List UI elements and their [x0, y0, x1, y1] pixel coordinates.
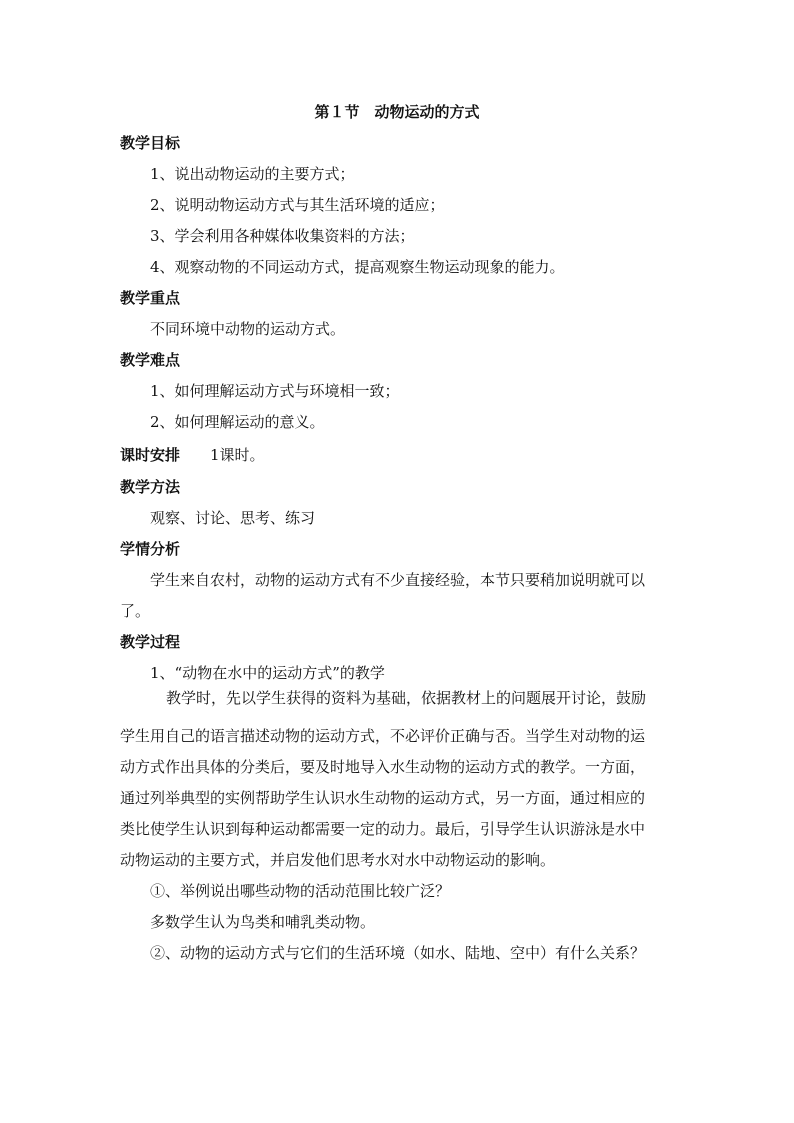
goal-item: 2、说明动物运动方式与其生活环境的适应； [150, 196, 445, 214]
goal-item: 1、说出动物运动的主要方式； [150, 165, 355, 183]
methods-text: 观察、讨论、思考、练习 [150, 509, 316, 527]
process-subheading: 1、“动物在水中的运动方式”的教学 [150, 664, 385, 682]
process-paragraph-line: 学生用自己的语言描述动物的运动方式，不必评价正确与否。当学生对动物的运 [120, 727, 646, 745]
page-title: 第１节 动物运动的方式 [314, 103, 480, 121]
schedule-value: 1课时。 [210, 446, 265, 464]
difficulty-item: 2、如何理解运动的意义。 [150, 413, 325, 431]
process-paragraph-line: 动物运动的主要方式，并启发他们思考水对水中动物运动的影响。 [120, 851, 556, 869]
process-question-2: ②、动物的运动方式与它们的生活环境（如水、陆地、空中）有什么关系？ [150, 944, 646, 962]
process-answer-1: 多数学生认为鸟类和哺乳类动物。 [150, 913, 376, 931]
section-heading-focus: 教学重点 [120, 289, 181, 307]
analysis-line: 学生来自农村，动物的运动方式有不少直接经验，本节只要稍加说明就可以 [150, 571, 646, 589]
process-paragraph-line: 类比使学生认识到每种运动都需要一定的动力。最后，引导学生认识游泳是水中 [120, 820, 646, 838]
section-heading-goals: 教学目标 [120, 134, 181, 152]
process-paragraph-line: 动方式作出具体的分类后，要及时地导入水生动物的运动方式的教学。一方面， [120, 758, 646, 776]
process-paragraph-line: 教学时，先以学生获得的资料为基础，依据教材上的问题展开讨论，鼓励 [166, 689, 647, 707]
section-heading-methods: 教学方法 [120, 478, 181, 496]
analysis-line: 了。 [120, 602, 151, 620]
section-heading-process: 教学过程 [120, 633, 181, 651]
schedule-label: 课时安排 [120, 446, 181, 464]
schedule-row [120, 445, 794, 465]
goal-item: 3、学会利用各种媒体收集资料的方法； [150, 227, 415, 245]
process-question-1: ①、举例说出哪些动物的活动范围比较广泛？ [150, 882, 451, 900]
goal-item: 4、观察动物的不同运动方式，提高观察生物运动现象的能力。 [150, 258, 565, 276]
difficulty-item: 1、如何理解运动方式与环境相一致； [150, 382, 400, 400]
focus-text: 不同环境中动物的运动方式。 [150, 320, 346, 338]
process-paragraph-line: 通过列举典型的实例帮助学生认识水生动物的运动方式，另一方面，通过相应的 [120, 789, 646, 807]
section-heading-difficulty: 教学难点 [120, 351, 181, 369]
section-heading-analysis: 学情分析 [120, 540, 181, 558]
